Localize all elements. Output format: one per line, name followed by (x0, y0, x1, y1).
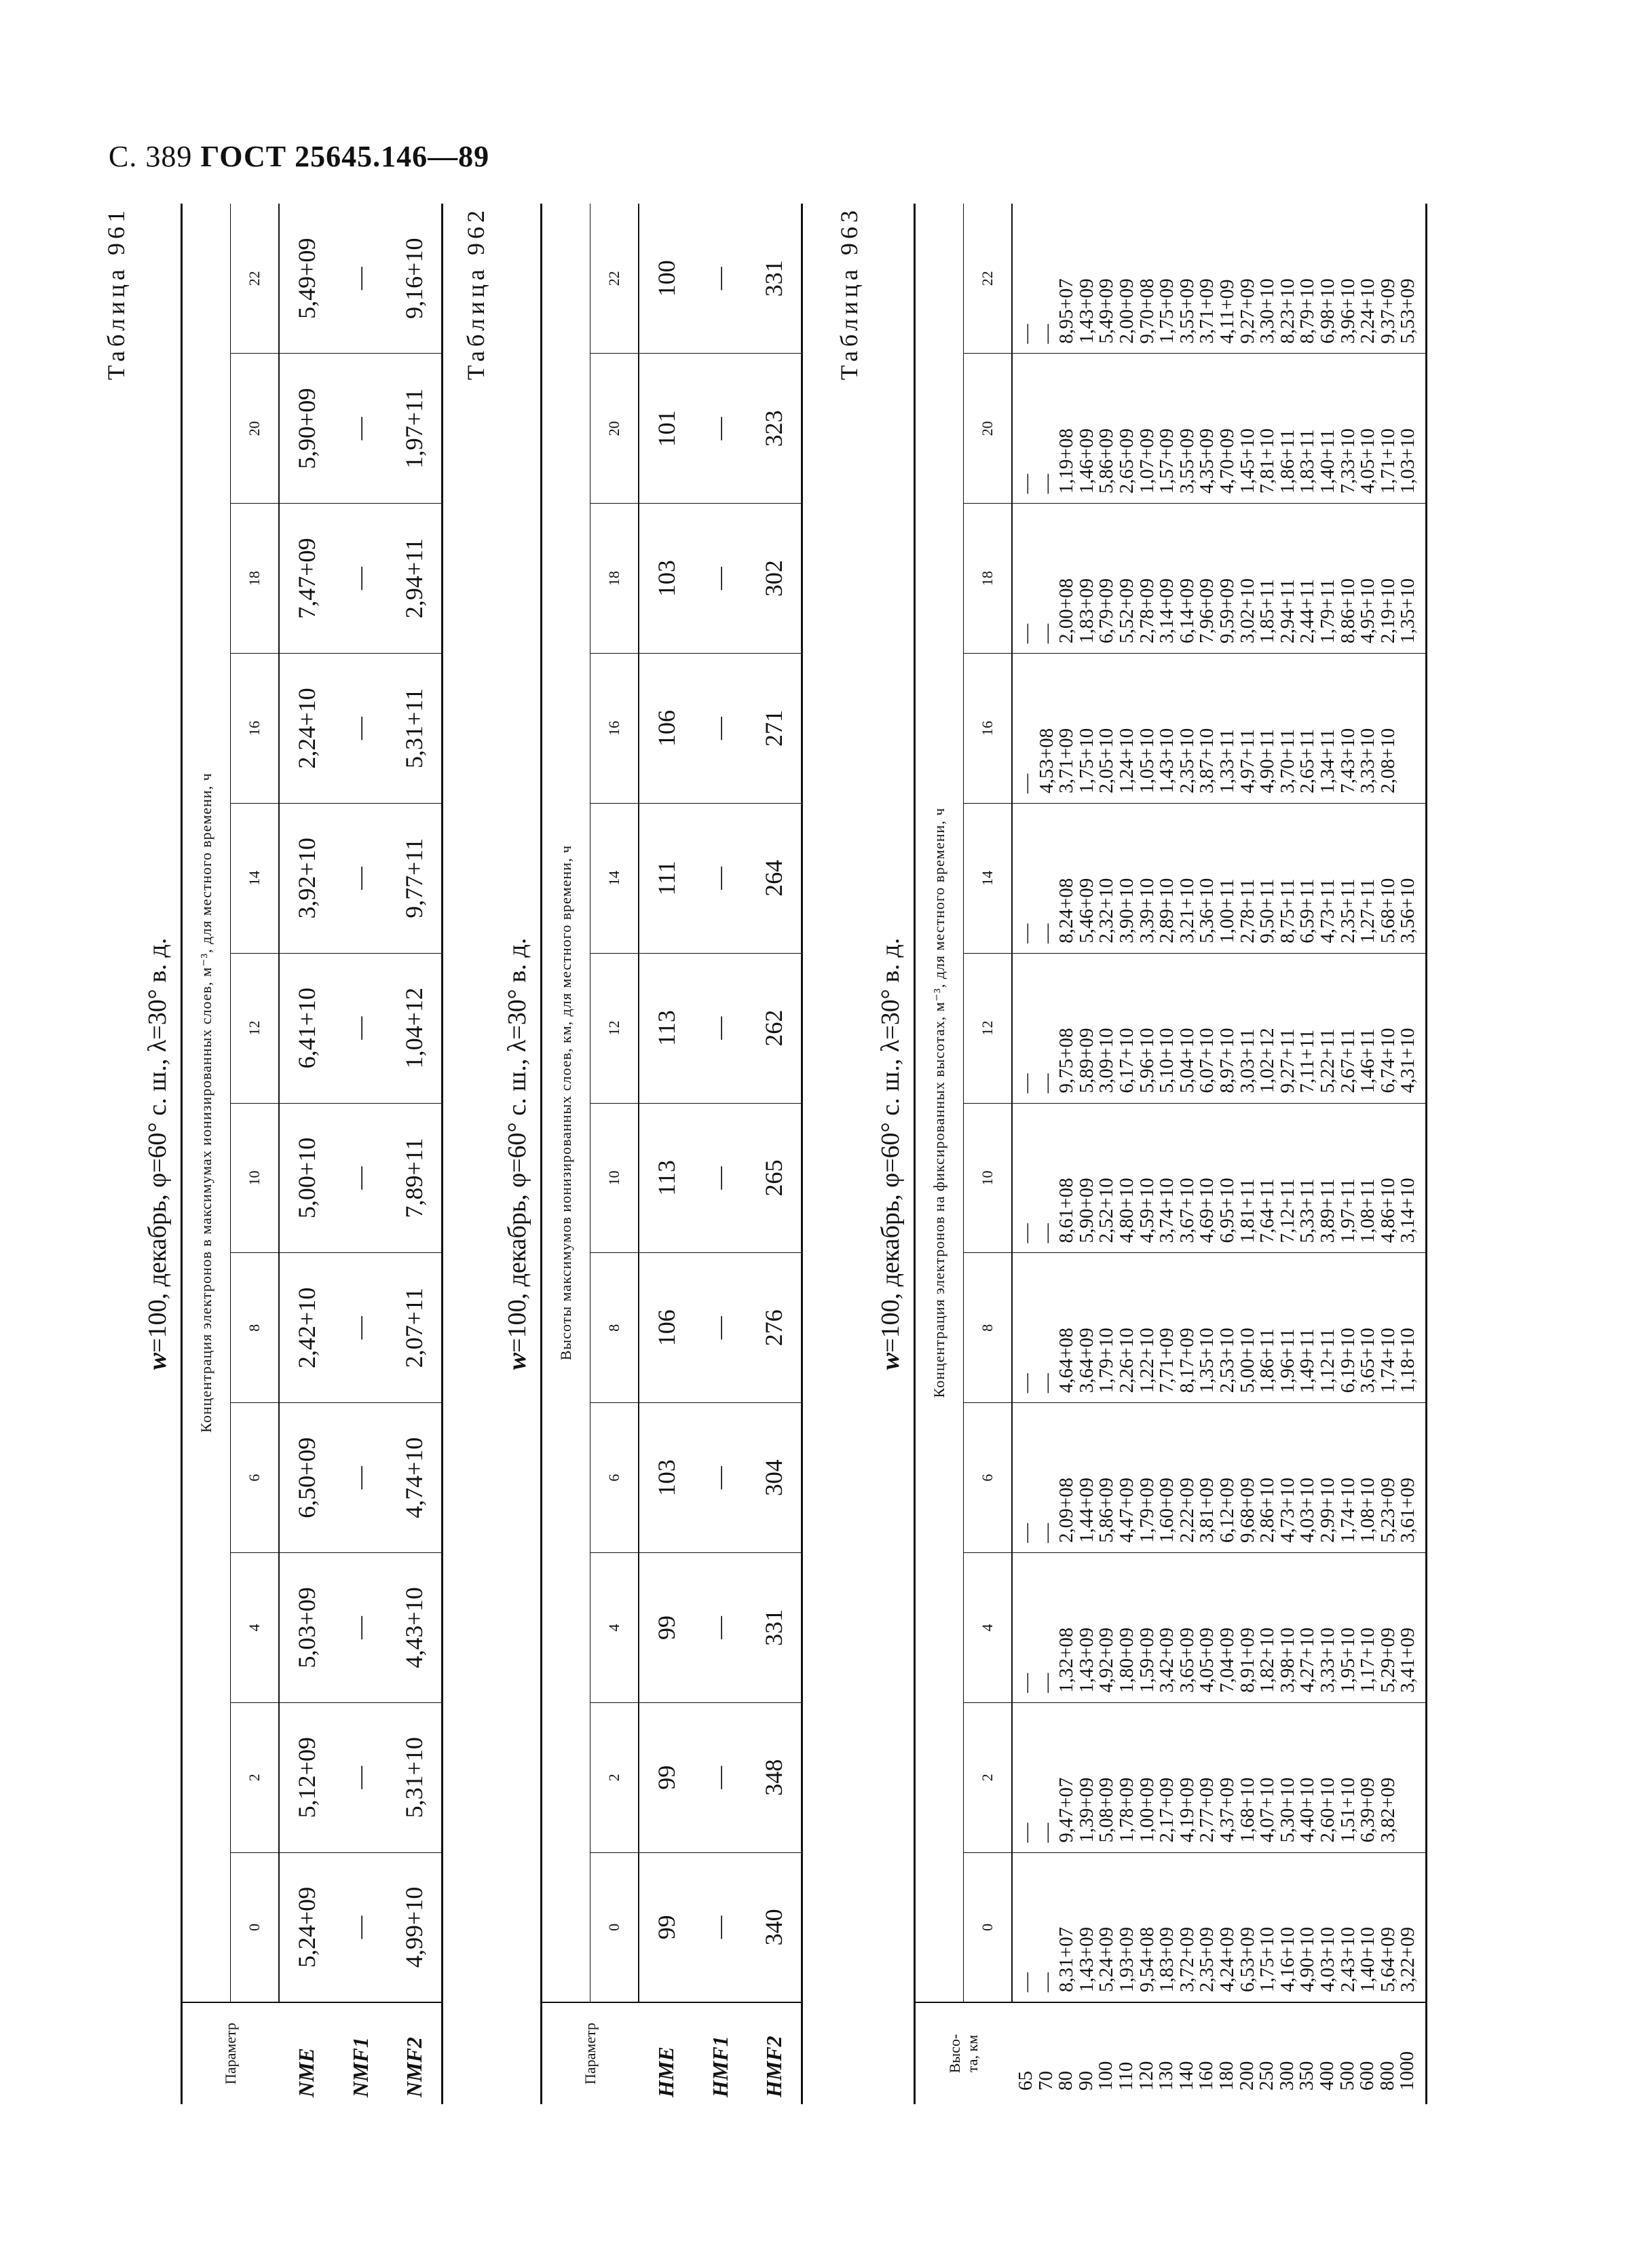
param-name: NMF2 (388, 2002, 442, 2104)
cell: — (333, 1702, 388, 1852)
hour-header: 2 (964, 1702, 1013, 1852)
table-row (747, 204, 802, 2104)
cell: — (333, 654, 388, 804)
cell: 7,89+11 (388, 1103, 442, 1253)
cell: 1,04+12 (388, 953, 442, 1103)
cell: — (333, 1253, 388, 1403)
cell: 264 (747, 803, 802, 953)
hour-header: 22 (590, 204, 639, 354)
cell: — (333, 354, 388, 504)
cell: 5,31+10 (388, 1702, 442, 1852)
hour-header: 2 (590, 1702, 639, 1852)
hour-header: 4 (590, 1553, 639, 1703)
hour-header: 8 (590, 1253, 639, 1403)
cell: 302 (747, 504, 802, 654)
cell: 6,41+10 (279, 953, 333, 1103)
table-row (388, 204, 442, 2104)
cell: 99 (639, 1702, 693, 1852)
gost-number: ГОСТ 25645.146—89 (200, 140, 490, 173)
cell-column: — — 9,75+08 5,89+09 3,09+10 6,17+10 5,96+10 5,10+10 5,04+10 6,07+10 8,97+10 3,03+11 1,02+12 9,27+11 7,11+11 5,22+11 2,67+11 1,46+11 6,74+10 4,31+10 (1012, 953, 1426, 1103)
cell-column: — — 8,31+07 1,43+09 5,24+09 1,93+09 9,54+08 1,83+09 3,72+09 2,35+09 4,24+09 6,53+09 1,75+10 4,16+10 4,90+10 4,03+10 2,43+10 1,40+10 5,64+09 3,22+09 (1012, 1852, 1426, 2002)
cell: — (693, 1702, 747, 1852)
hour-header: 20 (231, 354, 280, 504)
param-name: NME (279, 2002, 333, 2104)
table-row (1012, 204, 1426, 2104)
table-row (639, 204, 693, 2104)
cell: 99 (639, 1553, 693, 1703)
hour-header: 12 (964, 953, 1013, 1103)
cell: 265 (747, 1103, 802, 1253)
cell: 106 (639, 654, 693, 804)
table-subtitle: w=100, декабрь, φ=60° с. ш., λ=30° в. д. (143, 937, 172, 1370)
hours-row (590, 204, 639, 2104)
cell: 271 (747, 654, 802, 804)
hour-header: 0 (231, 1852, 280, 2002)
cell: 5,00+10 (279, 1103, 333, 1253)
table-row (693, 204, 747, 2104)
table-962 (540, 204, 803, 2104)
cell: 5,03+09 (279, 1553, 333, 1703)
hour-header: 10 (231, 1103, 280, 1253)
cell-column: — — 2,00+08 1,83+09 6,79+09 5,52+09 2,78+09 3,14+09 6,14+09 7,96+09 9,59+09 3,02+10 1,85+11 2,94+11 2,44+11 1,79+11 8,86+10 4,95+10 2,19+10 1,35+10 (1012, 504, 1426, 654)
cell: 113 (639, 953, 693, 1103)
cell: 262 (747, 953, 802, 1103)
cell: 4,74+10 (388, 1403, 442, 1553)
cell: 9,16+10 (388, 204, 442, 354)
group-header: Высоты максимумов ионизированных слоев, км, для местного времени, ч (542, 204, 590, 2002)
hour-header: 8 (964, 1253, 1013, 1403)
hour-header: 18 (964, 504, 1013, 654)
hour-header: 0 (964, 1852, 1013, 2002)
height-header: Высо- та, км (915, 2002, 1013, 2104)
cell: 348 (747, 1702, 802, 1852)
cell: 6,50+09 (279, 1403, 333, 1553)
cell: — (348, 267, 373, 291)
hour-header: 20 (964, 354, 1013, 504)
cell-column: — 4,53+08 3,71+09 1,75+10 2,05+10 1,24+10 1,05+10 1,43+10 2,35+10 3,87+10 1,33+11 4,97+11 4,90+11 3,70+11 2,65+11 1,34+11 7,43+10 3,33+10 2,08+10 (1012, 654, 1426, 804)
cell: — (333, 1852, 388, 2002)
cell: — (693, 953, 747, 1103)
hour-header: 16 (964, 654, 1013, 804)
cell-column: — — 8,61+08 5,90+09 2,52+10 4,80+10 4,59+10 3,74+10 3,67+10 4,69+10 6,95+10 1,81+11 7,64+11 7,12+11 5,33+11 3,89+11 1,97+11 1,08+11 4,86+10 3,14+10 (1012, 1103, 1426, 1253)
table-963-block (836, 204, 1581, 2104)
cell: 103 (639, 504, 693, 654)
hours-row (231, 204, 280, 2104)
cell: 101 (639, 354, 693, 504)
cell: 4,99+10 (388, 1852, 442, 2002)
hour-header: 18 (590, 504, 639, 654)
cell: 5,31+11 (388, 654, 442, 804)
cell-column: — — 8,24+08 5,46+09 2,32+10 3,90+10 3,39+10 2,89+10 3,21+10 5,36+10 1,00+11 2,78+11 9,50+11 8,75+11 6,59+11 4,73+11 2,35+11 1,27+11 5,68+10 3,56+10 (1012, 803, 1426, 953)
cell-column: — — 8,95+07 1,43+09 5,49+09 2,00+09 9,70+08 1,75+09 3,55+09 3,71+09 4,11+09 9,27+09 3,30+10 8,23+10 8,79+10 6,98+10 3,96+10 2,24+10 9,37+09 5,53+09 (1012, 204, 1426, 354)
cell: — (707, 267, 732, 291)
hour-header: 0 (590, 1852, 639, 2002)
cell: 304 (747, 1403, 802, 1553)
cell: — (333, 803, 388, 953)
cell: 5,12+09 (279, 1702, 333, 1852)
cell-column: — — 1,32+08 1,43+09 4,92+09 1,80+09 1,59+09 3,42+09 3,65+09 4,05+09 7,04+09 8,91+09 1,82+10 3,98+10 4,27+10 3,33+10 1,95+10 1,17+10 5,29+09 3,41+09 (1012, 1553, 1426, 1703)
hour-header: 18 (231, 504, 280, 654)
hour-header: 6 (964, 1403, 1013, 1553)
cell: 5,24+09 (279, 1852, 333, 2002)
hours-row (964, 204, 1013, 2104)
hour-header: 6 (590, 1403, 639, 1553)
cell: 111 (639, 803, 693, 953)
cell: 2,94+11 (388, 504, 442, 654)
cell: 3,92+10 (279, 803, 333, 953)
cell: — (693, 504, 747, 654)
hour-header: 14 (231, 803, 280, 953)
cell-column: — — 2,09+08 1,44+09 5,86+09 4,47+09 1,79+09 1,60+09 2,22+09 3,81+09 6,12+09 9,68+09 2,86+10 4,73+10 4,03+10 2,99+10 1,74+10 1,08+10 5,23+09 3,61+09 (1012, 1403, 1426, 1553)
cell: — (333, 1553, 388, 1703)
cell: 331 (747, 1553, 802, 1703)
cell-column: — — 9,47+07 1,39+09 5,08+09 1,78+09 1,00+09 2,17+09 4,19+09 2,77+09 4,37+09 1,68+10 4,07+10 5,30+10 4,40+10 2,60+10 1,51+10 6,39+09 3,82+09 (1012, 1702, 1426, 1852)
cell: 340 (747, 1852, 802, 2002)
cell: 106 (639, 1253, 693, 1403)
cell-column: — — 4,64+08 3,64+09 1,79+10 2,26+10 1,22+10 7,71+09 8,17+09 1,35+10 2,53+10 5,00+10 1,86+11 1,96+11 1,49+11 1,12+11 6,19+10 3,65+10 1,74+10 1,18+10 (1012, 1253, 1426, 1403)
hour-header: 10 (590, 1103, 639, 1253)
table-row (333, 204, 388, 2104)
cell: 331 (747, 204, 802, 354)
table-961 (181, 204, 443, 2104)
hour-header: 6 (231, 1403, 280, 1553)
param-name: HME (639, 2002, 693, 2104)
table-caption: Таблица 962 (462, 206, 489, 380)
cell: 100 (652, 260, 680, 297)
hour-header: 20 (590, 354, 639, 504)
cell: — (333, 504, 388, 654)
param-header: Параметр (182, 2002, 280, 2104)
hour-header: 16 (590, 654, 639, 804)
page-header (109, 139, 489, 174)
cell-column: — — 1,19+08 1,46+09 5,86+09 2,65+09 1,07+09 1,57+09 3,55+09 4,35+09 4,70+09 1,45+10 7,81+10 1,86+11 1,83+11 1,40+11 7,33+10 4,05+10 1,71+10 1,03+10 (1012, 354, 1426, 504)
cell: — (693, 1253, 747, 1403)
cell: 2,42+10 (279, 1253, 333, 1403)
cell: 5,90+09 (279, 354, 333, 504)
page-number: С. 389 (109, 140, 193, 173)
cell: — (693, 1852, 747, 2002)
cell: 9,77+11 (388, 803, 442, 953)
hour-header: 12 (231, 953, 280, 1103)
hour-header: 22 (231, 204, 280, 354)
cell: — (693, 803, 747, 953)
hour-header: 10 (964, 1103, 1013, 1253)
cell: 4,43+10 (388, 1553, 442, 1703)
cell: 323 (747, 354, 802, 504)
cell: 2,07+11 (388, 1253, 442, 1403)
hour-header: 14 (964, 803, 1013, 953)
table-caption: Таблица 961 (102, 206, 130, 380)
hour-header: 4 (964, 1553, 1013, 1703)
table-caption: Таблица 963 (836, 206, 863, 380)
cell: 113 (639, 1103, 693, 1253)
heights-column: 65 70 80 90 100 110 120 130 140 160 180 200 250 300 350 400 500 600 800 1000 (1012, 2002, 1426, 2104)
cell: — (333, 1403, 388, 1553)
cell: 103 (639, 1403, 693, 1553)
cell: — (693, 1553, 747, 1703)
hour-header: 14 (590, 803, 639, 953)
cell: — (693, 354, 747, 504)
hour-header: 12 (590, 953, 639, 1103)
cell: 99 (639, 1852, 693, 2002)
table-subtitle: w=100, декабрь, φ=60° с. ш., λ=30° в. д. (503, 937, 531, 1370)
cell: 7,47+09 (279, 504, 333, 654)
hour-header: 22 (964, 204, 1013, 354)
hour-header: 4 (231, 1553, 280, 1703)
table-962-block (462, 204, 814, 2104)
cell: — (333, 1103, 388, 1253)
cell: — (333, 953, 388, 1103)
cell: 276 (747, 1253, 802, 1403)
cell: — (693, 1403, 747, 1553)
table-subtitle: w=100, декабрь, φ=60° с. ш., λ=30° в. д. (876, 937, 905, 1370)
hour-header: 2 (231, 1702, 280, 1852)
cell: 1,97+11 (388, 354, 442, 504)
hour-header: 16 (231, 654, 280, 804)
param-header: Параметр (542, 2002, 639, 2104)
table-row (279, 204, 333, 2104)
table-963 (914, 204, 1427, 2104)
cell: — (693, 654, 747, 804)
cell: 2,24+10 (279, 654, 333, 804)
hour-header: 8 (231, 1253, 280, 1403)
param-name: HMF1 (693, 2002, 747, 2104)
group-header: Концентрация электронов на фиксированных высотах, м⁻³, для местного времени, ч (915, 204, 964, 2002)
cell: — (693, 1103, 747, 1253)
table-961-block (102, 204, 455, 2104)
group-header: Концентрация электронов в максимумах ионизированных слоев, м⁻³, для местного времени, ч (182, 204, 231, 2002)
cell: 5,49+09 (293, 238, 320, 319)
param-name: HMF2 (747, 2002, 802, 2104)
param-name: NMF1 (333, 2002, 388, 2104)
